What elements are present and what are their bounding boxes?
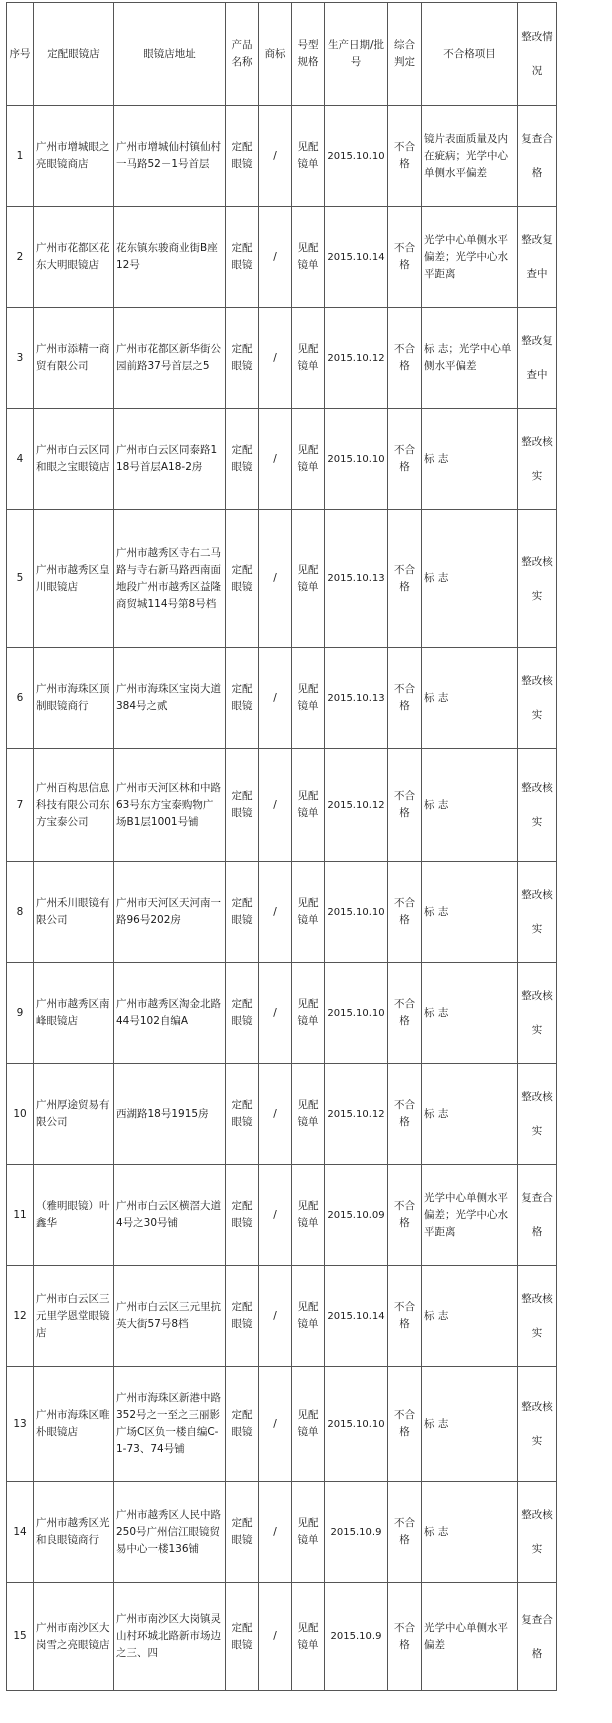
product-cell: 定配眼镜: [226, 1482, 259, 1583]
product-cell: 定配眼镜: [226, 963, 259, 1064]
defects-cell: 标 志: [422, 409, 518, 510]
header-address: 眼镜店地址: [114, 3, 226, 106]
defects-cell: 标 志: [422, 1064, 518, 1165]
address-cell: 广州市海珠区新港中路352号之一至之三丽影广场C区负一楼自编C-1-73、74号铺: [114, 1367, 226, 1482]
seq-cell: 5: [7, 510, 34, 648]
product-cell: 定配眼镜: [226, 409, 259, 510]
table-row: [7, 648, 557, 749]
rectification-cell: 整改核实: [518, 1367, 557, 1482]
header-seq: 序号: [7, 3, 34, 106]
address-cell: 广州市越秀区寺右二马路与寺右新马路西南面地段广州市越秀区益隆商贸城114号第8号档: [114, 510, 226, 648]
verdict-cell: 不合格: [388, 1064, 422, 1165]
brand-cell: /: [259, 308, 292, 409]
header-rectification: 整改情况: [518, 3, 557, 106]
verdict-cell: 不合格: [388, 308, 422, 409]
brand-cell: /: [259, 1367, 292, 1482]
address-cell: 广州市白云区横滘大道4号之30号铺: [114, 1165, 226, 1266]
rectification-cell: 整改核实: [518, 963, 557, 1064]
store-cell: 广州市南沙区大岗雪之亮眼镜店: [34, 1583, 114, 1691]
spec-cell: 见配镜单: [292, 1064, 325, 1165]
defects-cell: 光学中心单侧水平偏差: [422, 1583, 518, 1691]
product-cell: 定配眼镜: [226, 1165, 259, 1266]
seq-cell: 14: [7, 1482, 34, 1583]
store-cell: 广州市越秀区光和良眼镜商行: [34, 1482, 114, 1583]
seq-cell: 11: [7, 1165, 34, 1266]
product-cell: 定配眼镜: [226, 106, 259, 207]
brand-cell: /: [259, 1064, 292, 1165]
defects-cell: 标 志: [422, 648, 518, 749]
verdict-cell: 不合格: [388, 648, 422, 749]
product-cell: 定配眼镜: [226, 1583, 259, 1691]
rectification-cell: 整改复查中: [518, 207, 557, 308]
date-cell: 2015.10.9: [325, 1482, 388, 1583]
address-cell: 广州市天河区天河南一路96号202房: [114, 862, 226, 963]
brand-cell: /: [259, 749, 292, 862]
table-row: [7, 963, 557, 1064]
spec-cell: 见配镜单: [292, 207, 325, 308]
table-row: [7, 749, 557, 862]
store-cell: 广州市海珠区唯朴眼镜店: [34, 1367, 114, 1482]
verdict-cell: 不合格: [388, 1583, 422, 1691]
verdict-cell: 不合格: [388, 1367, 422, 1482]
date-cell: 2015.10.10: [325, 963, 388, 1064]
rectification-cell: 整改核实: [518, 510, 557, 648]
rectification-cell: 整改核实: [518, 1482, 557, 1583]
header-date: 生产日期/批号: [325, 3, 388, 106]
rectification-cell: 整改核实: [518, 749, 557, 862]
date-cell: 2015.10.14: [325, 207, 388, 308]
address-cell: 广州市花都区新华街公园前路37号首层之5: [114, 308, 226, 409]
rectification-cell: 整改核实: [518, 862, 557, 963]
product-cell: 定配眼镜: [226, 207, 259, 308]
defects-cell: 镜片表面质量及内在疵病；光学中心单侧水平偏差: [422, 106, 518, 207]
store-cell: 广州市海珠区顶制眼镜商行: [34, 648, 114, 749]
seq-cell: 15: [7, 1583, 34, 1691]
header-spec: 号型规格: [292, 3, 325, 106]
inspection-results-table: [6, 2, 557, 1691]
spec-cell: 见配镜单: [292, 749, 325, 862]
rectification-cell: 整改核实: [518, 409, 557, 510]
product-cell: 定配眼镜: [226, 1367, 259, 1482]
store-cell: 广州市增城眼之亮眼镜商店: [34, 106, 114, 207]
address-cell: 广州市越秀区淘金北路44号102自编A: [114, 963, 226, 1064]
address-cell: 广州市白云区三元里抗英大街57号8档: [114, 1266, 226, 1367]
table-row: [7, 1266, 557, 1367]
seq-cell: 9: [7, 963, 34, 1064]
spec-cell: 见配镜单: [292, 1367, 325, 1482]
verdict-cell: 不合格: [388, 106, 422, 207]
verdict-cell: 不合格: [388, 963, 422, 1064]
date-cell: 2015.10.10: [325, 409, 388, 510]
rectification-cell: 复查合格: [518, 1165, 557, 1266]
defects-cell: 标 志: [422, 1482, 518, 1583]
address-cell: 西湖路18号1915房: [114, 1064, 226, 1165]
spec-cell: 见配镜单: [292, 409, 325, 510]
header-row: [7, 3, 557, 106]
defects-cell: 标 志: [422, 510, 518, 648]
store-cell: （雅明眼镜）叶鑫华: [34, 1165, 114, 1266]
seq-cell: 8: [7, 862, 34, 963]
date-cell: 2015.10.10: [325, 106, 388, 207]
verdict-cell: 不合格: [388, 1482, 422, 1583]
rectification-cell: 整改核实: [518, 1064, 557, 1165]
product-cell: 定配眼镜: [226, 862, 259, 963]
rectification-cell: 复查合格: [518, 106, 557, 207]
store-cell: 广州市花都区花东大明眼镜店: [34, 207, 114, 308]
table-row: [7, 1165, 557, 1266]
spec-cell: 见配镜单: [292, 106, 325, 207]
product-cell: 定配眼镜: [226, 510, 259, 648]
brand-cell: /: [259, 207, 292, 308]
table-row: [7, 1367, 557, 1482]
defects-cell: 标 志: [422, 1367, 518, 1482]
brand-cell: /: [259, 1482, 292, 1583]
defects-cell: 标 志: [422, 749, 518, 862]
brand-cell: /: [259, 106, 292, 207]
seq-cell: 7: [7, 749, 34, 862]
store-cell: 广州市越秀区南峰眼镜店: [34, 963, 114, 1064]
verdict-cell: 不合格: [388, 409, 422, 510]
table-row: [7, 207, 557, 308]
verdict-cell: 不合格: [388, 749, 422, 862]
header-store: 定配眼镜店: [34, 3, 114, 106]
address-cell: 花东镇东骏商业街B座12号: [114, 207, 226, 308]
defects-cell: 标 志: [422, 1266, 518, 1367]
product-cell: 定配眼镜: [226, 308, 259, 409]
table-row: [7, 308, 557, 409]
seq-cell: 10: [7, 1064, 34, 1165]
product-cell: 定配眼镜: [226, 1266, 259, 1367]
date-cell: 2015.10.13: [325, 648, 388, 749]
address-cell: 广州市越秀区人民中路250号广州信江眼镜贸易中心一楼136铺: [114, 1482, 226, 1583]
defects-cell: 光学中心单侧水平偏差；光学中心水平距离: [422, 1165, 518, 1266]
rectification-cell: 整改复查中: [518, 308, 557, 409]
brand-cell: /: [259, 1266, 292, 1367]
address-cell: 广州市天河区林和中路63号东方宝泰购物广场B1层1001号铺: [114, 749, 226, 862]
product-cell: 定配眼镜: [226, 1064, 259, 1165]
spec-cell: 见配镜单: [292, 308, 325, 409]
address-cell: 广州市增城仙村镇仙村一马路52－1号首层: [114, 106, 226, 207]
verdict-cell: 不合格: [388, 1266, 422, 1367]
spec-cell: 见配镜单: [292, 1165, 325, 1266]
seq-cell: 4: [7, 409, 34, 510]
header-product: 产品名称: [226, 3, 259, 106]
verdict-cell: 不合格: [388, 1165, 422, 1266]
date-cell: 2015.10.12: [325, 1064, 388, 1165]
spec-cell: 见配镜单: [292, 862, 325, 963]
table-row: [7, 409, 557, 510]
table-row: [7, 106, 557, 207]
header-brand: 商标: [259, 3, 292, 106]
brand-cell: /: [259, 963, 292, 1064]
address-cell: 广州市南沙区大岗镇灵山村环城北路新市场边之三、四: [114, 1583, 226, 1691]
spec-cell: 见配镜单: [292, 1482, 325, 1583]
header-verdict: 综合判定: [388, 3, 422, 106]
address-cell: 广州市白云区同泰路118号首层A18-2房: [114, 409, 226, 510]
defects-cell: 标 志: [422, 963, 518, 1064]
defects-cell: 光学中心单侧水平偏差；光学中心水平距离: [422, 207, 518, 308]
table-row: [7, 1064, 557, 1165]
spec-cell: 见配镜单: [292, 1583, 325, 1691]
rectification-cell: 复查合格: [518, 1583, 557, 1691]
defects-cell: 标 志；光学中心单侧水平偏差: [422, 308, 518, 409]
verdict-cell: 不合格: [388, 510, 422, 648]
seq-cell: 3: [7, 308, 34, 409]
brand-cell: /: [259, 510, 292, 648]
address-cell: 广州市海珠区宝岗大道384号之贰: [114, 648, 226, 749]
verdict-cell: 不合格: [388, 207, 422, 308]
store-cell: 广州厚途贸易有限公司: [34, 1064, 114, 1165]
store-cell: 广州市越秀区皇川眼镜店: [34, 510, 114, 648]
brand-cell: /: [259, 648, 292, 749]
spec-cell: 见配镜单: [292, 648, 325, 749]
table-row: [7, 1583, 557, 1691]
seq-cell: 1: [7, 106, 34, 207]
date-cell: 2015.10.10: [325, 1367, 388, 1482]
table-row: [7, 1482, 557, 1583]
date-cell: 2015.10.12: [325, 749, 388, 862]
brand-cell: /: [259, 1165, 292, 1266]
brand-cell: /: [259, 862, 292, 963]
date-cell: 2015.10.14: [325, 1266, 388, 1367]
rectification-cell: 整改核实: [518, 648, 557, 749]
spec-cell: 见配镜单: [292, 963, 325, 1064]
product-cell: 定配眼镜: [226, 648, 259, 749]
table-row: [7, 510, 557, 648]
header-defects: 不合格项目: [422, 3, 518, 106]
seq-cell: 13: [7, 1367, 34, 1482]
date-cell: 2015.10.12: [325, 308, 388, 409]
store-cell: 广州市白云区同和眼之宝眼镜店: [34, 409, 114, 510]
seq-cell: 2: [7, 207, 34, 308]
date-cell: 2015.10.9: [325, 1583, 388, 1691]
seq-cell: 6: [7, 648, 34, 749]
brand-cell: /: [259, 409, 292, 510]
date-cell: 2015.10.09: [325, 1165, 388, 1266]
verdict-cell: 不合格: [388, 862, 422, 963]
brand-cell: /: [259, 1583, 292, 1691]
product-cell: 定配眼镜: [226, 749, 259, 862]
table-row: [7, 862, 557, 963]
defects-cell: 标 志: [422, 862, 518, 963]
store-cell: 广州市白云区三元里学恩堂眼镜店: [34, 1266, 114, 1367]
store-cell: 广州市添精一商贸有限公司: [34, 308, 114, 409]
spec-cell: 见配镜单: [292, 1266, 325, 1367]
date-cell: 2015.10.13: [325, 510, 388, 648]
rectification-cell: 整改核实: [518, 1266, 557, 1367]
seq-cell: 12: [7, 1266, 34, 1367]
store-cell: 广州禾川眼镜有限公司: [34, 862, 114, 963]
spec-cell: 见配镜单: [292, 510, 325, 648]
store-cell: 广州百构思信息科技有限公司东方宝泰公司: [34, 749, 114, 862]
date-cell: 2015.10.10: [325, 862, 388, 963]
